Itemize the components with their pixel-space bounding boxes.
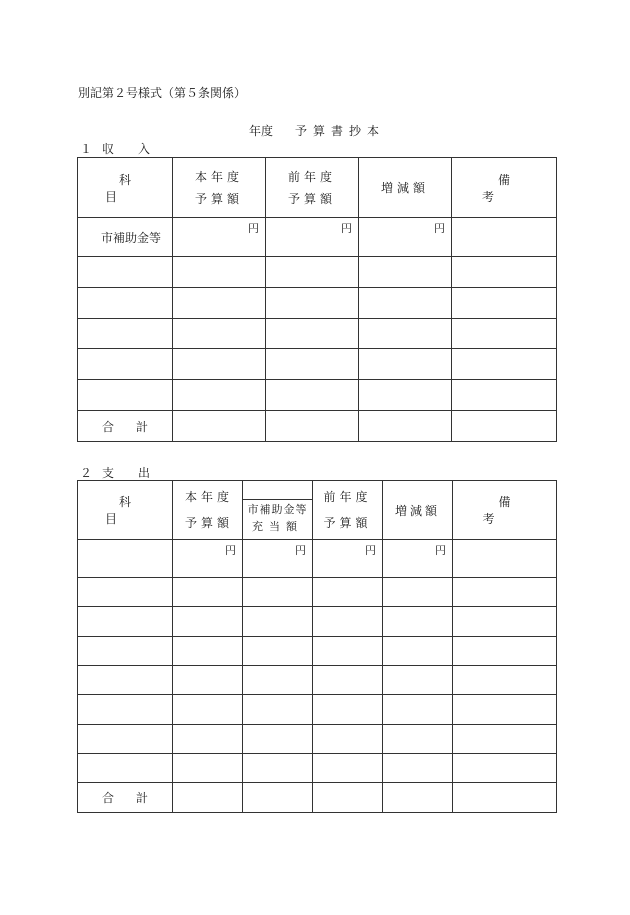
income-cell[interactable]: [266, 218, 359, 257]
income-header-remarks: 備考: [452, 158, 557, 218]
income-cell[interactable]: [266, 288, 359, 319]
table-row: [78, 257, 557, 288]
expense-cell[interactable]: [78, 725, 173, 754]
expense-cell[interactable]: [383, 637, 453, 666]
expense-cell[interactable]: [453, 695, 557, 725]
expense-total-label: 合計: [78, 783, 173, 813]
document-title: [249, 122, 385, 139]
table-row: [78, 754, 557, 783]
expense-table: [77, 480, 557, 813]
income-cell[interactable]: [359, 218, 452, 257]
title-main: 予算書抄本: [295, 124, 386, 138]
yen-unit: 円: [248, 222, 259, 235]
income-row-subsidy-label: 市補助金等: [78, 218, 173, 257]
income-total-row: [78, 411, 557, 442]
yen-unit: 円: [295, 544, 306, 557]
expense-cell[interactable]: [453, 637, 557, 666]
expense-cell[interactable]: [243, 540, 313, 578]
income-table: [77, 157, 557, 442]
expense-cell[interactable]: [78, 695, 173, 725]
expense-cell[interactable]: [78, 666, 173, 695]
section-income-number: １: [80, 142, 93, 156]
income-cell[interactable]: [173, 319, 266, 349]
table-row: [78, 218, 557, 257]
expense-cell[interactable]: [453, 666, 557, 695]
income-cell[interactable]: [173, 380, 266, 411]
expense-cell[interactable]: [453, 607, 557, 637]
expense-cell[interactable]: [243, 666, 313, 695]
expense-cell[interactable]: [313, 607, 383, 637]
section-income-heading: [80, 140, 150, 157]
expense-cell[interactable]: [173, 607, 243, 637]
income-header-subject: 科目: [78, 158, 173, 218]
expense-header-previous-budget: 前年度 予算額: [313, 481, 383, 540]
table-row: [78, 540, 557, 578]
expense-header-current-budget: 本年度 予算額: [173, 481, 243, 540]
income-cell[interactable]: [173, 218, 266, 257]
table-row: [78, 607, 557, 637]
expense-cell[interactable]: [453, 725, 557, 754]
expense-cell[interactable]: [78, 637, 173, 666]
income-cell[interactable]: [78, 319, 173, 349]
income-cell[interactable]: [452, 288, 557, 319]
expense-cell[interactable]: [78, 607, 173, 637]
income-cell[interactable]: [173, 257, 266, 288]
income-cell[interactable]: [452, 380, 557, 411]
income-cell[interactable]: [266, 319, 359, 349]
expense-total-cell[interactable]: [453, 783, 557, 813]
yen-unit: 円: [434, 222, 445, 235]
expense-cell[interactable]: [78, 754, 173, 783]
income-cell[interactable]: [78, 380, 173, 411]
expense-cell[interactable]: [243, 695, 313, 725]
title-year-word: 年度: [249, 124, 274, 138]
expense-cell[interactable]: [383, 754, 453, 783]
expense-total-cell[interactable]: [173, 783, 243, 813]
income-cell[interactable]: [359, 257, 452, 288]
income-total-cell[interactable]: [359, 411, 452, 442]
yen-unit: 円: [365, 544, 376, 557]
yen-unit: 円: [341, 222, 352, 235]
expense-cell[interactable]: [313, 725, 383, 754]
expense-total-row: [78, 783, 557, 813]
section-expense-label-b: 出: [138, 466, 151, 480]
expense-header-remarks: 備考: [453, 481, 557, 540]
expense-cell[interactable]: [383, 607, 453, 637]
table-row: [78, 666, 557, 695]
table-row: [78, 695, 557, 725]
income-cell[interactable]: [78, 257, 173, 288]
expense-header-subsidy-allocation: [243, 481, 313, 540]
income-header-change: 増減額: [359, 158, 452, 218]
income-cell[interactable]: [173, 349, 266, 380]
expense-cell[interactable]: [173, 637, 243, 666]
form-reference: 別記第２号様式（第５条関係）: [78, 86, 247, 100]
expense-cell[interactable]: [243, 607, 313, 637]
income-cell[interactable]: [452, 218, 557, 257]
expense-cell[interactable]: [313, 666, 383, 695]
expense-cell[interactable]: [453, 540, 557, 578]
expense-cell[interactable]: [243, 637, 313, 666]
expense-total-cell[interactable]: [383, 783, 453, 813]
expense-cell[interactable]: [313, 578, 383, 607]
section-income-label-b: 入: [138, 142, 151, 156]
income-total-label: 合計: [78, 411, 173, 442]
expense-header-change: 増減額: [383, 481, 453, 540]
income-total-cell[interactable]: [452, 411, 557, 442]
expense-cell[interactable]: [78, 578, 173, 607]
income-total-cell[interactable]: [266, 411, 359, 442]
income-header-row: [78, 158, 557, 218]
yen-unit: 円: [225, 544, 236, 557]
expense-cell[interactable]: [243, 754, 313, 783]
expense-cell[interactable]: [313, 540, 383, 578]
expense-total-cell[interactable]: [313, 783, 383, 813]
expense-header-subject: 科目: [78, 481, 173, 540]
income-total-cell[interactable]: [173, 411, 266, 442]
section-expense-heading: [80, 464, 150, 481]
income-cell[interactable]: [452, 319, 557, 349]
table-row: [78, 725, 557, 754]
expense-cell[interactable]: [313, 754, 383, 783]
expense-cell[interactable]: [173, 754, 243, 783]
expense-cell[interactable]: [173, 725, 243, 754]
expense-cell[interactable]: [383, 666, 453, 695]
expense-cell[interactable]: [313, 695, 383, 725]
expense-header-row: [78, 481, 557, 540]
expense-cell[interactable]: [453, 754, 557, 783]
income-cell[interactable]: [452, 349, 557, 380]
expense-cell[interactable]: [78, 540, 173, 578]
expense-cell[interactable]: [313, 637, 383, 666]
expense-cell[interactable]: [383, 578, 453, 607]
income-cell[interactable]: [266, 349, 359, 380]
expense-cell[interactable]: [383, 695, 453, 725]
table-row: [78, 578, 557, 607]
income-cell[interactable]: [266, 257, 359, 288]
income-header-current-budget: 本年度 予算額: [173, 158, 266, 218]
expense-cell[interactable]: [383, 540, 453, 578]
expense-cell[interactable]: [383, 725, 453, 754]
income-cell[interactable]: [359, 380, 452, 411]
expense-cell[interactable]: [243, 578, 313, 607]
expense-cell[interactable]: [453, 578, 557, 607]
income-cell[interactable]: [78, 288, 173, 319]
expense-cell[interactable]: [173, 666, 243, 695]
income-cell[interactable]: [78, 349, 173, 380]
income-cell[interactable]: [452, 257, 557, 288]
yen-unit: 円: [435, 544, 446, 557]
income-header-previous-budget: 前年度 予算額: [266, 158, 359, 218]
section-expense-label-a: 支: [102, 466, 115, 480]
table-row: [78, 288, 557, 319]
section-income-label-a: 収: [102, 142, 115, 156]
expense-cell[interactable]: [173, 695, 243, 725]
income-cell[interactable]: [266, 380, 359, 411]
expense-total-cell[interactable]: [243, 783, 313, 813]
income-cell[interactable]: [359, 319, 452, 349]
table-row: [78, 637, 557, 666]
table-row: [78, 319, 557, 349]
table-row: [78, 380, 557, 411]
subsidy-allocation-box: 市補助金等 充当額: [242, 499, 313, 539]
expense-cell[interactable]: [243, 725, 313, 754]
expense-cell[interactable]: [173, 540, 243, 578]
income-cell[interactable]: [359, 288, 452, 319]
income-cell[interactable]: [173, 288, 266, 319]
table-row: [78, 349, 557, 380]
expense-cell[interactable]: [173, 578, 243, 607]
income-cell[interactable]: [359, 349, 452, 380]
section-expense-number: ２: [80, 466, 93, 480]
